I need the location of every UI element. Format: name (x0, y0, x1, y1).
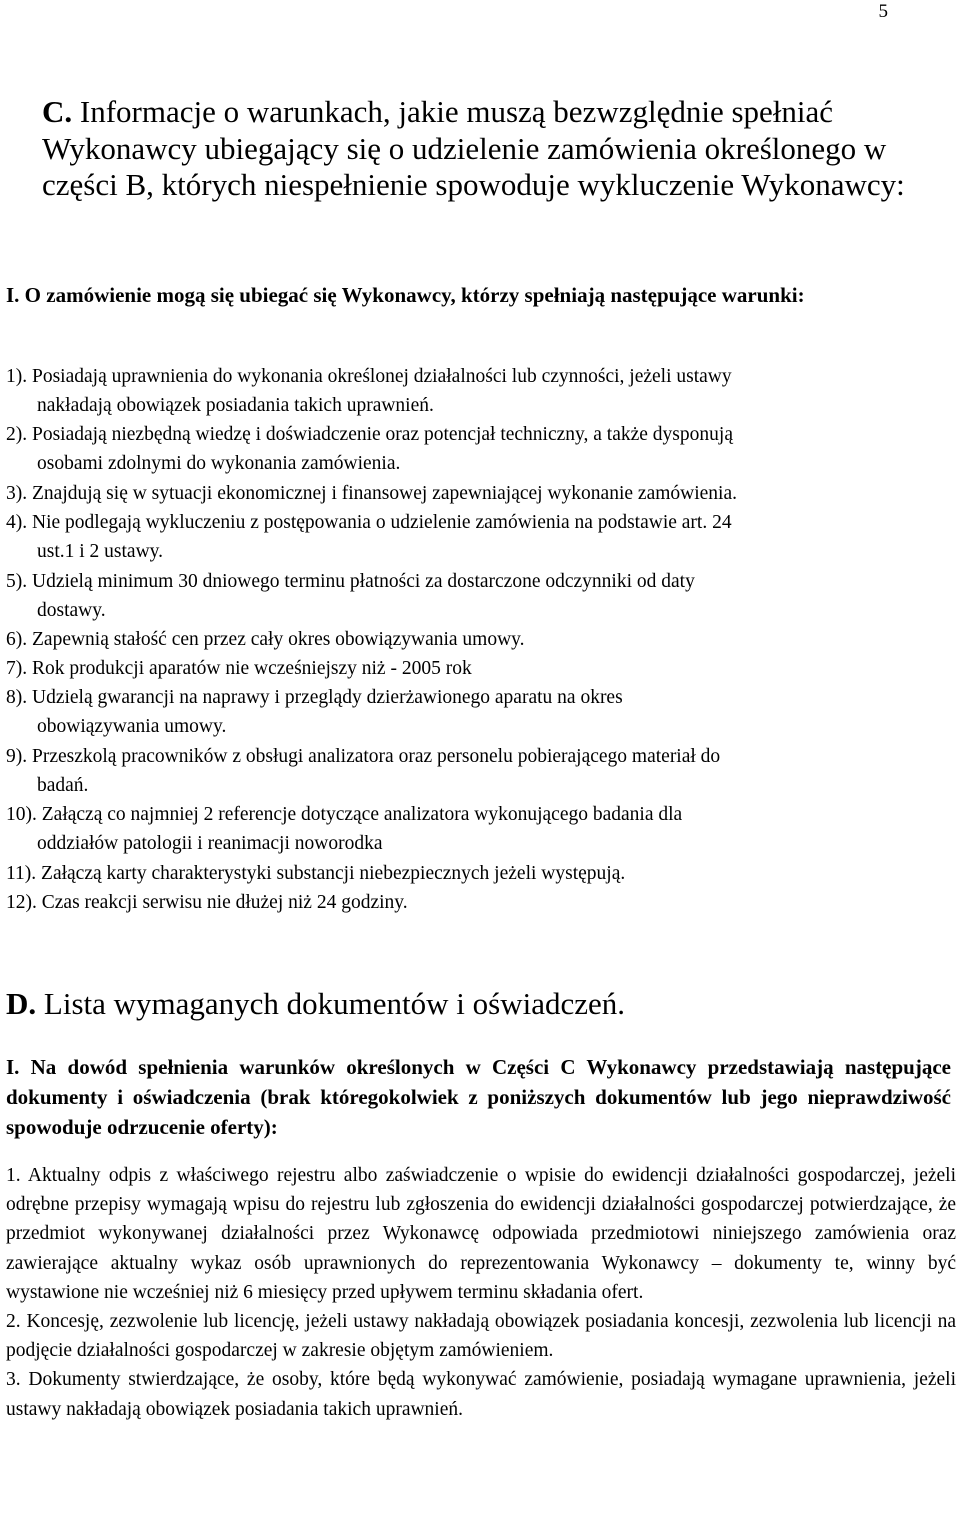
condition-number: 7). (6, 658, 28, 679)
condition-item (6, 860, 951, 889)
condition-text: Przeszkolą pracowników z obsługi analizatora oraz personelu pobierającego materiał do (32, 746, 721, 767)
condition-text: Zapewnią stałość cen przez cały okres obowiązywania umowy. (32, 629, 525, 650)
condition-number: 6). (6, 629, 28, 650)
documents-list (6, 1161, 956, 1424)
document-item: 1. Aktualny odpis z właściwego rejestru albo zaświadczenie o wpisie do ewidencji działalności gospodarczej, jeżeli odrębne przepisy wymagają wpisu do rejestru lub zgłoszenia do ewidencji działalności gospodarczej potwierdzające, że przedmiot wykonywanej działalności przez Wykonawcę odpowiada przedmiotowi niniejszego zamówienia oraz zawierające aktualny wykaz osób uprawnionych do reprezentowania Wykonawcy – dokumenty te, winny być wystawione nie wcześniej niż 6 miesięcy przed upływem terminu składania ofert. (6, 1165, 956, 1303)
condition-item (6, 684, 951, 741)
condition-number: 2). (6, 424, 28, 445)
condition-item (6, 421, 951, 478)
condition-text-continued: oddziałów patologii i reanimacji noworodka (37, 832, 383, 854)
document-item: 3. Dokumenty stwierdzające, że osoby, które będą wykonywać zamówienie, posiadają wymagane uprawnienia, jeżeli ustawy nakładają obowiązek posiadania takich uprawnień. (6, 1369, 956, 1420)
condition-text: Posiadają uprawnienia do wykonania określonej działalności lub czynności, jeżeli ustawy (32, 366, 732, 387)
condition-item (6, 626, 951, 655)
condition-text-continued: obowiązywania umowy. (37, 715, 227, 737)
condition-text: Załączą karty charakterystyki substancji niebezpiecznych jeżeli występują. (41, 863, 626, 884)
condition-number: 4). (6, 512, 28, 533)
condition-number: 3). (6, 483, 28, 504)
condition-text: Posiadają niezbędną wiedzę i doświadczenie oraz potencjał techniczny, a także dysponują (32, 424, 733, 445)
condition-number: 11). (6, 863, 37, 884)
section-c-lead: I. O zamówienie mogą się ubiegać się Wykonawcy, którzy spełniają następujące warunki: (6, 283, 805, 307)
page-number: 5 (878, 1, 888, 22)
condition-text-continued: nakładają obowiązek posiadania takich uprawnień. (37, 394, 434, 416)
section-c-title: Informacje o warunkach, jakie muszą bezwzględnie spełniać Wykonawcy ubiegający się o udzielenie zamówienia określonego w części B, których niespełnienie spowoduje wykluczenie Wykonawcy: (42, 94, 905, 202)
condition-item (6, 568, 951, 625)
condition-text-continued: dostawy. (37, 599, 106, 621)
condition-text-continued: badań. (37, 774, 89, 796)
condition-text: Znajdują się w sytuacji ekonomicznej i finansowej zapewniającej wykonanie zamówienia. (32, 483, 737, 504)
section-d-heading (6, 985, 625, 1023)
section-c-letter: C. (42, 94, 73, 129)
section-d-lead: I. Na dowód spełnienia warunków określonych w Części C Wykonawcy przedstawiają następujące dokumenty i oświadczenia (brak któregokolwiek z poniższych dokumentów lub jego nieprawdziwość spowoduje odrzucenie oferty): (6, 1055, 951, 1139)
condition-item (6, 801, 951, 858)
section-c-heading (42, 94, 942, 204)
condition-text: Załączą co najmniej 2 referencje dotyczące analizatora wykonującego badania dla (41, 804, 683, 825)
section-d-letter: D. (6, 986, 37, 1021)
document-item: 2. Koncesję, zezwolenie lub licencję, jeżeli ustawy nakładają obowiązek posiadania koncesji, zezwolenia lub licencji na podjęcie działalności gospodarczej w zakresie objętym zamówieniem. (6, 1311, 956, 1362)
condition-number: 5). (6, 571, 28, 592)
condition-item (6, 743, 951, 800)
condition-item (6, 509, 951, 566)
condition-number: 9). (6, 746, 28, 767)
condition-number: 10). (6, 804, 37, 825)
condition-number: 12). (6, 892, 37, 913)
condition-text: Udzielą gwarancji na naprawy i przeglądy dzierżawionego aparatu na okres (32, 687, 623, 708)
condition-text: Udzielą minimum 30 dniowego terminu płatności za dostarczone odczynniki od daty (32, 571, 695, 592)
condition-text-continued: ust.1 i 2 ustawy. (37, 540, 164, 562)
section-d-title: Lista wymaganych dokumentów i oświadczeń. (43, 986, 625, 1021)
condition-item (6, 889, 951, 918)
condition-text: Nie podlegają wykluczeniu z postępowania o udzielenie zamówienia na podstawie art. 24 (32, 512, 732, 533)
condition-item (6, 363, 951, 420)
condition-number: 8). (6, 687, 28, 708)
condition-text-continued: osobami zdolnymi do wykonania zamówienia. (37, 452, 401, 474)
condition-item (6, 655, 951, 684)
condition-text: Czas reakcji serwisu nie dłużej niż 24 godziny. (41, 892, 408, 913)
condition-item (6, 480, 951, 509)
condition-text: Rok produkcji aparatów nie wcześniejszy niż - 2005 rok (32, 658, 472, 679)
condition-number: 1). (6, 366, 28, 387)
